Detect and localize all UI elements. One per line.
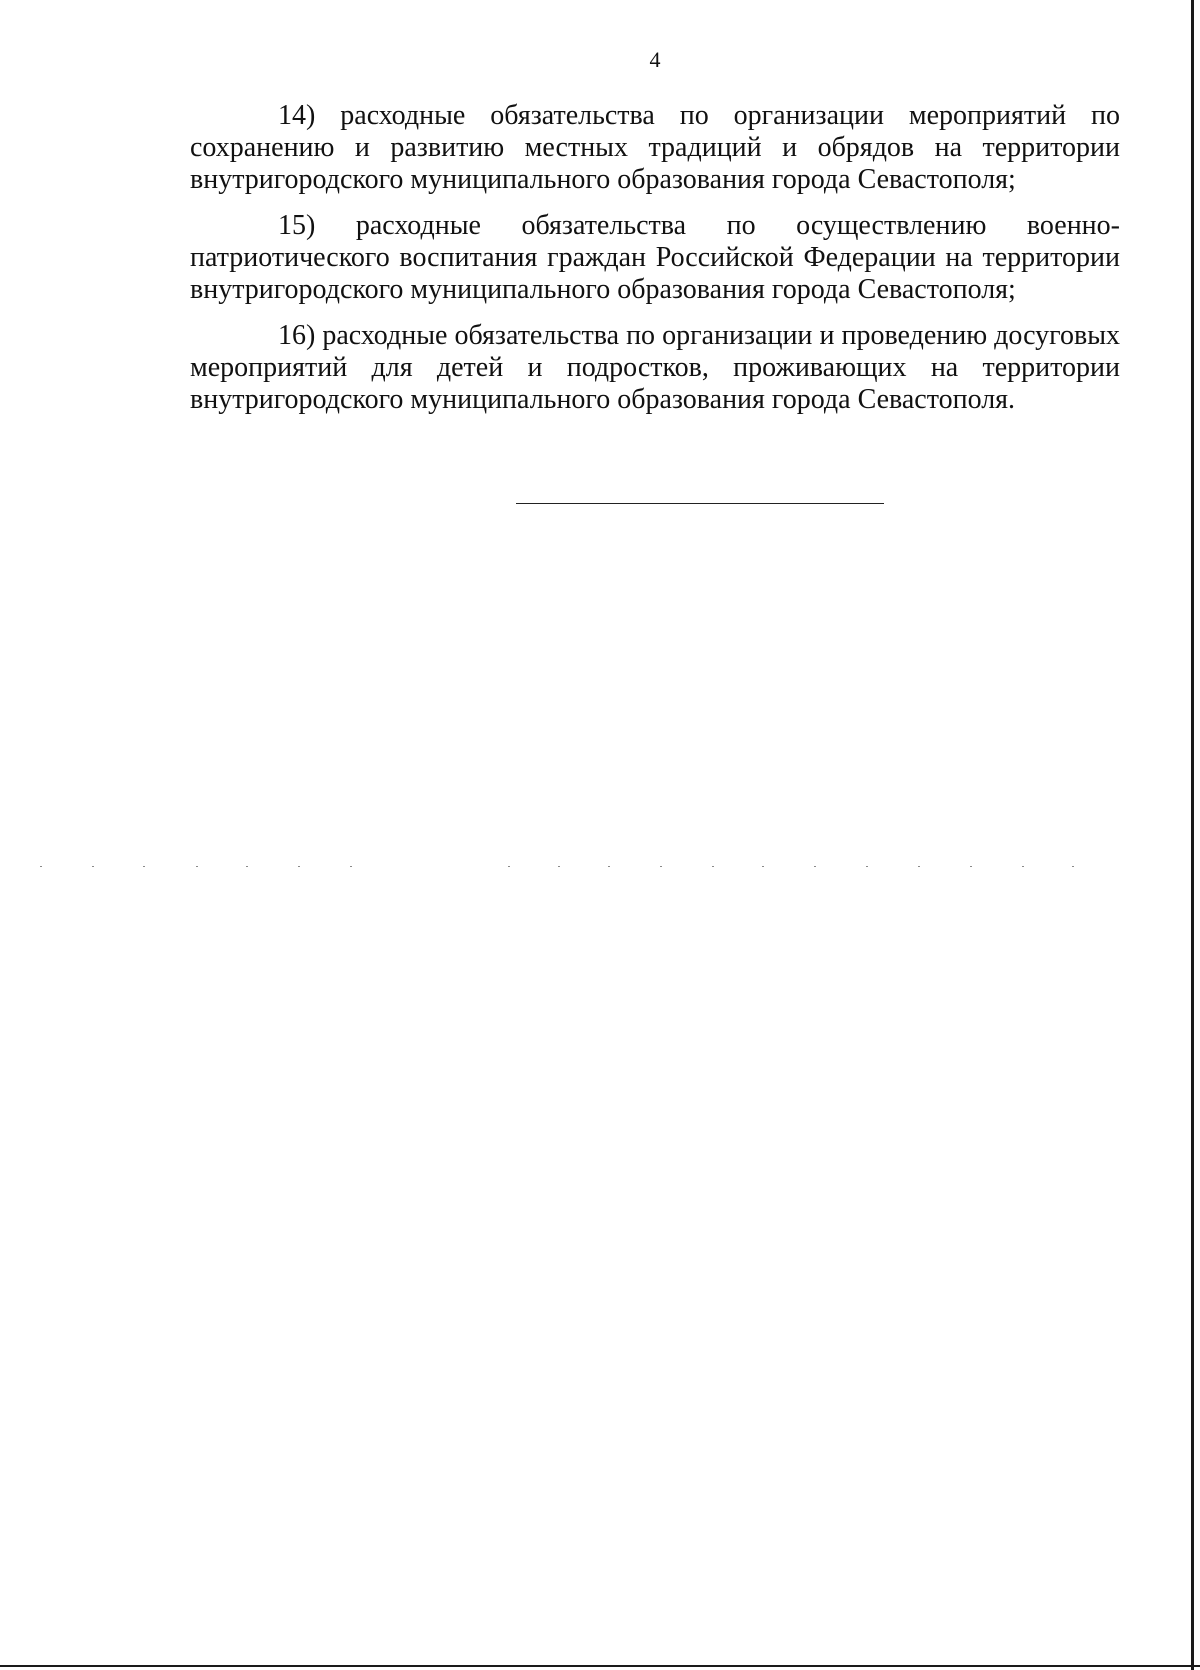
clause-text: расходные обязательства по организации и проведению досуговых мероприятий для детей и подростков, проживающих на территории внутригородского муниципального образования города Севастополя. (190, 320, 1121, 415)
clause-text: расходные обязательства по организации мероприятий по сохранению и развитию местных традиций и обрядов на территории внутригородского муниципального образования города Севастополя; (190, 100, 1121, 195)
clause-14 (190, 100, 1120, 196)
scan-artifact-dots (0, 866, 1200, 870)
scan-bottom-edge (0, 1665, 1200, 1667)
clause-number: 14) (278, 100, 316, 131)
document-body (190, 100, 1120, 430)
clause-number: 16) (278, 320, 316, 351)
clause-text: расходные обязательства по осуществлению военно-патриотического воспитания граждан Российской Федерации на территории внутригородского муниципального образования города Севастополя; (190, 210, 1120, 305)
clause-16 (190, 320, 1120, 416)
page-number: 4 (649, 47, 661, 72)
clause-15 (190, 210, 1120, 306)
clause-number: 15) (278, 210, 316, 241)
scan-right-edge (1191, 0, 1194, 1670)
end-of-text-rule (516, 503, 884, 504)
